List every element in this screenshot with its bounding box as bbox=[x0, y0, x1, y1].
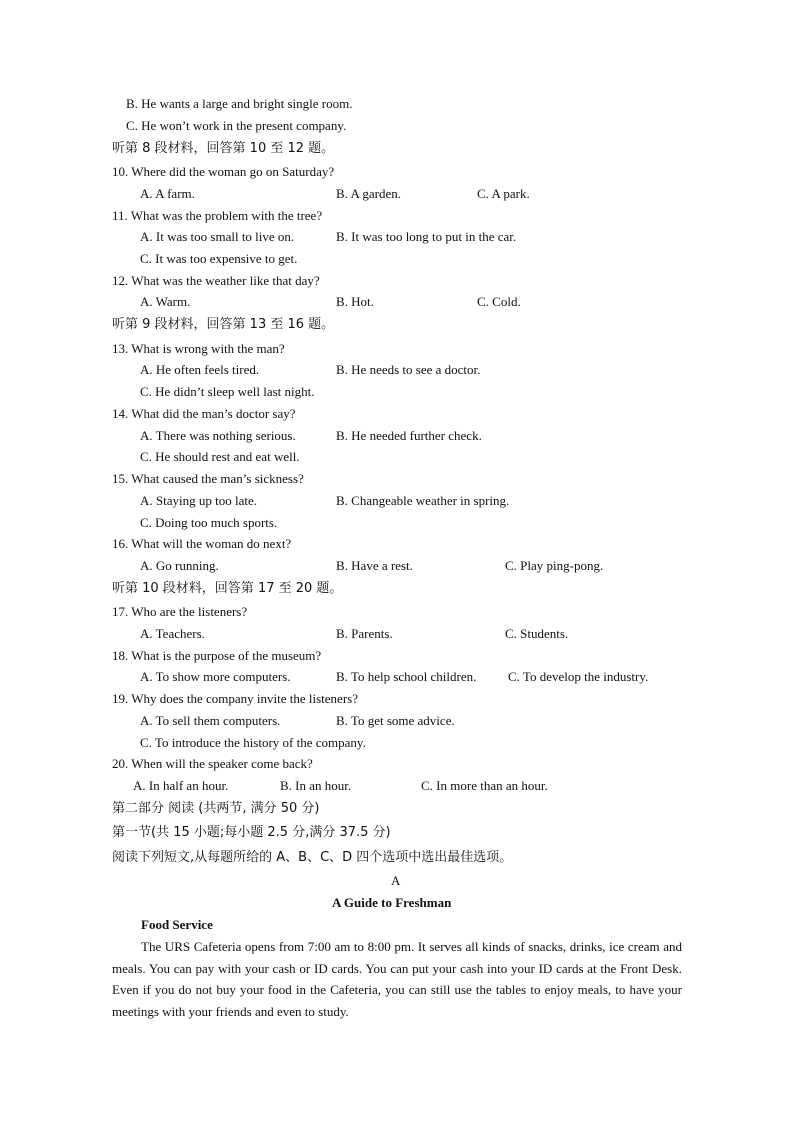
q17-option-b: B. Parents. bbox=[336, 626, 393, 641]
section-instruction-9: 听第 9 段材料，回答第 13 至 16 题。 bbox=[112, 317, 335, 332]
section-one-heading: 第一节(共 15 小题;每小题 2.5 分,满分 37.5 分) bbox=[112, 825, 391, 840]
question-19: 19. Why does the company invite the listeners? bbox=[112, 691, 358, 706]
passage-letter: A bbox=[391, 873, 401, 888]
q19-option-c: C. To introduce the history of the company. bbox=[140, 735, 366, 750]
passage-paragraph: The URS Cafeteria opens from 7:00 am to 8:00 pm. It serves all kinds of snacks, drinks, ice cream and meals. You can pay with your cash or ID cards. You can put your cash into your ID cards at the Front Desk. Even if you do not buy your food in the Cafeteria, you can still use the tables to enjoy meals, to have your meetings with your friends and even to study. bbox=[112, 939, 682, 1020]
part-two-heading: 第二部分 阅读 (共两节, 满分 50 分) bbox=[112, 801, 320, 816]
question-16: 16. What will the woman do next? bbox=[112, 536, 292, 551]
question-15: 15. What caused the man’s sickness? bbox=[112, 471, 304, 486]
question-18: 18. What is the purpose of the museum? bbox=[112, 648, 322, 663]
q20-option-a: A. In half an hour. bbox=[133, 778, 229, 793]
option-b-line: B. He wants a large and bright single room. bbox=[126, 96, 353, 111]
q14-option-c: C. He should rest and eat well. bbox=[140, 449, 300, 464]
q17-option-c: C. Students. bbox=[505, 626, 569, 641]
q13-option-a: A. He often feels tired. bbox=[140, 362, 260, 377]
q15-option-c: C. Doing too much sports. bbox=[140, 515, 278, 530]
q18-option-a: A. To show more computers. bbox=[140, 669, 291, 684]
question-17: 17. Who are the listeners? bbox=[112, 604, 248, 619]
q11-option-a: A. It was too small to live on. bbox=[140, 229, 295, 244]
q12-option-b: B. Hot. bbox=[336, 294, 374, 309]
q16-option-a: A. Go running. bbox=[140, 558, 219, 573]
q19-option-b: B. To get some advice. bbox=[336, 713, 455, 728]
sub-heading: Food Service bbox=[141, 917, 213, 932]
option-c-line: C. He won’t work in the present company. bbox=[126, 118, 347, 133]
question-14: 14. What did the man’s doctor say? bbox=[112, 406, 296, 421]
q15-option-a: A. Staying up too late. bbox=[140, 493, 257, 508]
q17-option-a: A. Teachers. bbox=[140, 626, 205, 641]
q20-option-b: B. In an hour. bbox=[280, 778, 352, 793]
passage-title: A Guide to Freshman bbox=[332, 895, 452, 910]
q12-option-c: C. Cold. bbox=[477, 294, 521, 309]
section-instruction-8: 听第 8 段材料，回答第 10 至 12 题。 bbox=[112, 141, 335, 156]
section-instruction-10: 听第 10 段材料，回答第 17 至 20 题。 bbox=[112, 581, 343, 596]
q13-option-b: B. He needs to see a doctor. bbox=[336, 362, 481, 377]
q11-option-b: B. It was too long to put in the car. bbox=[336, 229, 517, 244]
q14-option-a: A. There was nothing serious. bbox=[140, 428, 296, 443]
question-13: 13. What is wrong with the man? bbox=[112, 341, 285, 356]
q19-option-a: A. To sell them computers. bbox=[140, 713, 281, 728]
question-20: 20. When will the speaker come back? bbox=[112, 756, 313, 771]
q13-option-c: C. He didn’t sleep well last night. bbox=[140, 384, 315, 399]
q16-option-b: B. Have a rest. bbox=[336, 558, 413, 573]
q10-option-a: A. A farm. bbox=[140, 186, 195, 201]
q16-option-c: C. Play ping-pong. bbox=[505, 558, 604, 573]
q15-option-b: B. Changeable weather in spring. bbox=[336, 493, 510, 508]
q20-option-c: C. In more than an hour. bbox=[421, 778, 548, 793]
q12-option-a: A. Warm. bbox=[140, 294, 191, 309]
reading-instruction: 阅读下列短文,从每题所给的 A、B、C、D 四个选项中选出最佳选项。 bbox=[112, 850, 513, 865]
question-11: 11. What was the problem with the tree? bbox=[112, 208, 323, 223]
q18-option-c: C. To develop the industry. bbox=[508, 669, 649, 684]
question-12: 12. What was the weather like that day? bbox=[112, 273, 320, 288]
q10-option-b: B. A garden. bbox=[336, 186, 401, 201]
question-10: 10. Where did the woman go on Saturday? bbox=[112, 164, 335, 179]
q10-option-c: C. A park. bbox=[477, 186, 530, 201]
q11-option-c: C. It was too expensive to get. bbox=[140, 251, 298, 266]
q14-option-b: B. He needed further check. bbox=[336, 428, 482, 443]
q18-option-b: B. To help school children. bbox=[336, 669, 477, 684]
